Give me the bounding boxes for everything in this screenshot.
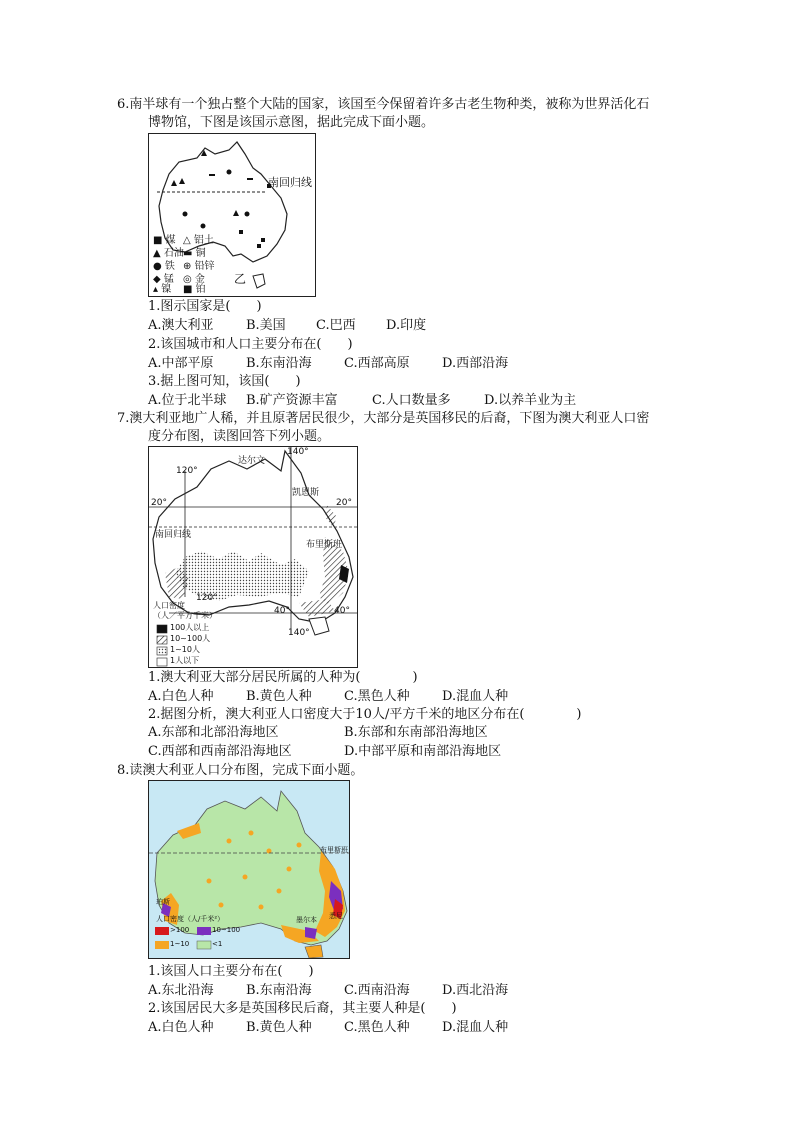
q8-sub2-stem: 2.该国居民大多是英国移民后裔，其主要人种是( ) [148, 1001, 457, 1016]
q6-sub2-option-c[interactable]: C.西部高原 [344, 356, 410, 371]
q6-legend-iron-label: 铁 [164, 261, 175, 272]
q7-sub1-option-c[interactable]: C.黑色人种 [344, 689, 410, 704]
q7-sub2-options-row2 [148, 743, 501, 761]
q7-legend-over100: 100人以上 [170, 623, 210, 632]
q7-legend-1-10: 1~10人 [170, 645, 200, 654]
q7-legend-title-2: （人／平方千米） [153, 611, 217, 620]
q6-sub1-option-b[interactable]: B.美国 [246, 318, 286, 333]
q7-map-lat-40-left: 40° [274, 606, 290, 616]
q6-sub3-stem: 3.据上图可知，该国( ) [148, 374, 301, 389]
q6-legend-copper-label: 铜 [195, 248, 206, 259]
q8-sub2-option-b[interactable]: B.黄色人种 [246, 1020, 312, 1035]
q7-map-brisbane-label: 布里斯班 [306, 540, 343, 550]
q7-sub1-options [148, 688, 508, 706]
q6-sub1-option-c[interactable]: C.巴西 [316, 318, 356, 333]
q6-intro-line1: 6.南半球有一个独占整个大陆的国家，该国至今保留着许多古老生物种类，被称为世界活化石 [117, 97, 650, 112]
q8-legend-under1: <1 [212, 940, 223, 948]
q8-sub1-options [148, 982, 508, 1000]
q7-map-tropic-label: 南回归线 [155, 530, 192, 540]
q8-legend-title: 人口密度（人/千米²） [156, 915, 225, 923]
q6-sub1-option-a[interactable]: A.澳大利亚 [148, 318, 214, 333]
q8-map-perth-label: 珀斯 [156, 898, 170, 906]
q7-map-lon-140-top: 140° [287, 447, 309, 457]
q7-map-lon-120-bottom: 120° [196, 593, 218, 603]
q8-sub1-option-d[interactable]: D.西北沿海 [442, 983, 509, 998]
q6-map-yi-label: 乙 [234, 272, 247, 286]
q8-legend-10-100: 10~100 [212, 926, 241, 934]
q7-sub2-option-c[interactable]: C.西部和西南部沿海地区 [148, 744, 292, 759]
q6-legend-nickel: ▴ 镍 [153, 284, 172, 295]
q6-legend-coal-label: 煤 [165, 235, 176, 246]
q7-map-lon-140-bottom: 140° [288, 628, 310, 638]
q8-map-sydney-label: 悉尼 [329, 912, 343, 920]
q8-sub2-option-d[interactable]: D.混血人种 [442, 1020, 509, 1035]
q6-sub3-options [148, 392, 576, 410]
q6-sub3-option-d[interactable]: D.以养羊业为主 [484, 393, 577, 408]
q7-map-lat-20-left: 20° [151, 498, 167, 508]
q7-intro-line1: 7.澳大利亚地广人稀，并且原著居民很少，大部分是英国移民的后裔，下图为澳大利亚人口密 [117, 411, 650, 426]
q6-legend-gold: ◎ 金 [183, 274, 205, 285]
q6-legend-iron: ● 铁 [153, 261, 175, 272]
q7-sub2-option-b[interactable]: B.东部和东南部沿海地区 [344, 725, 488, 740]
q8-map-brisbane-label: 布里斯班 [320, 846, 348, 854]
q6-legend-coal: ■ 煤 [153, 235, 176, 246]
q6-legend-oil: ▲ 石油 [153, 248, 184, 259]
q8-sub1-option-a[interactable]: A.东北沿海 [148, 983, 214, 998]
q7-intro-line2: 度分布图，读图回答下列小题。 [148, 429, 331, 444]
q6-sub2-option-b[interactable]: B.东南沿海 [246, 356, 312, 371]
q7-legend-under1: 1人以下 [170, 656, 200, 665]
q7-sub2-options-row1 [148, 724, 488, 742]
q8-sub1-stem: 1.该国人口主要分布在( ) [148, 964, 314, 979]
q6-sub3-option-a[interactable]: A.位于北半球 [148, 393, 227, 408]
q6-sub1-option-d[interactable]: D.印度 [386, 318, 427, 333]
q6-legend-gold-label: 金 [194, 274, 205, 285]
q7-sub1-option-b[interactable]: B.黄色人种 [246, 689, 312, 704]
q8-sub1-option-b[interactable]: B.东南沿海 [246, 983, 312, 998]
q6-legend-manganese-label: 锰 [163, 274, 174, 285]
q8-intro: 8.读澳大利亚人口分布图，完成下面小题。 [117, 763, 364, 778]
q7-sub1-option-a[interactable]: A.白色人种 [148, 689, 214, 704]
q8-sub1-option-c[interactable]: C.西南沿海 [344, 983, 410, 998]
q6-legend-copper: ▬ 铜 [183, 248, 206, 259]
q7-map-lat-40-right: 40° [334, 606, 350, 616]
q6-sub2-option-d[interactable]: D.西部沿海 [442, 356, 509, 371]
q6-sub3-option-b[interactable]: B.矿产资源丰富 [246, 393, 338, 408]
q8-map-melbourne-label: 墨尔本 [296, 916, 317, 924]
q6-legend-leadzinc-label: 铅锌 [194, 261, 215, 272]
q7-legend-10-100: 10~100人 [170, 634, 211, 643]
q6-legend-manganese: ◆ 锰 [153, 274, 174, 285]
q7-map-darwin-label: 达尔文 [238, 456, 266, 466]
q7-sub2-option-a[interactable]: A.东部和北部沿海地区 [148, 725, 279, 740]
q8-legend-over100: >100 [170, 926, 190, 934]
q7-map-cairns-label: 凯恩斯 [292, 488, 320, 498]
q7-legend-title-1: 人口密度 [153, 601, 185, 610]
q6-intro-line2: 博物馆，下图是该国示意图，据此完成下面小题。 [148, 115, 435, 130]
q6-legend-platinum-label: 铂 [195, 284, 206, 295]
q7-sub1-stem: 1.澳大利亚大部分居民所属的人种为( ) [148, 670, 418, 685]
q6-legend-nickel-label: 镍 [161, 284, 172, 295]
q8-sub2-option-a[interactable]: A.白色人种 [148, 1020, 214, 1035]
q7-sub1-option-d[interactable]: D.混血人种 [442, 689, 509, 704]
q7-sub2-stem: 2.据图分析，澳大利亚人口密度大于10人/平方千米的地区分布在( ) [148, 707, 582, 722]
q8-sub2-options [148, 1019, 508, 1037]
q6-sub2-options [148, 355, 508, 373]
q6-map-tropic-label: 南回归线 [268, 176, 312, 189]
q6-sub3-option-c[interactable]: C.人口数量多 [372, 393, 451, 408]
q8-sub2-option-c[interactable]: C.黑色人种 [344, 1020, 410, 1035]
q6-sub2-option-a[interactable]: A.中部平原 [148, 356, 214, 371]
q6-sub2-stem: 2.该国城市和人口主要分布在( ) [148, 337, 353, 352]
q6-legend-oil-label: 石油 [163, 248, 184, 259]
q6-legend-bauxite-label: 铝土 [193, 235, 214, 246]
q8-legend-1-10: 1~10 [170, 940, 190, 948]
q7-map-lon-120-top: 120° [176, 466, 198, 476]
q7-map-lat-20-right: 20° [336, 498, 352, 508]
q6-sub1-options [148, 317, 426, 335]
q6-legend-bauxite: △ 铝土 [183, 235, 214, 246]
q6-sub1-stem: 1.图示国家是( ) [148, 299, 262, 314]
q6-legend-platinum: ■ 铂 [183, 284, 206, 295]
q6-legend-leadzinc: ⊕ 铅锌 [183, 261, 215, 272]
q7-sub2-option-d[interactable]: D.中部平原和南部沿海地区 [344, 744, 502, 759]
